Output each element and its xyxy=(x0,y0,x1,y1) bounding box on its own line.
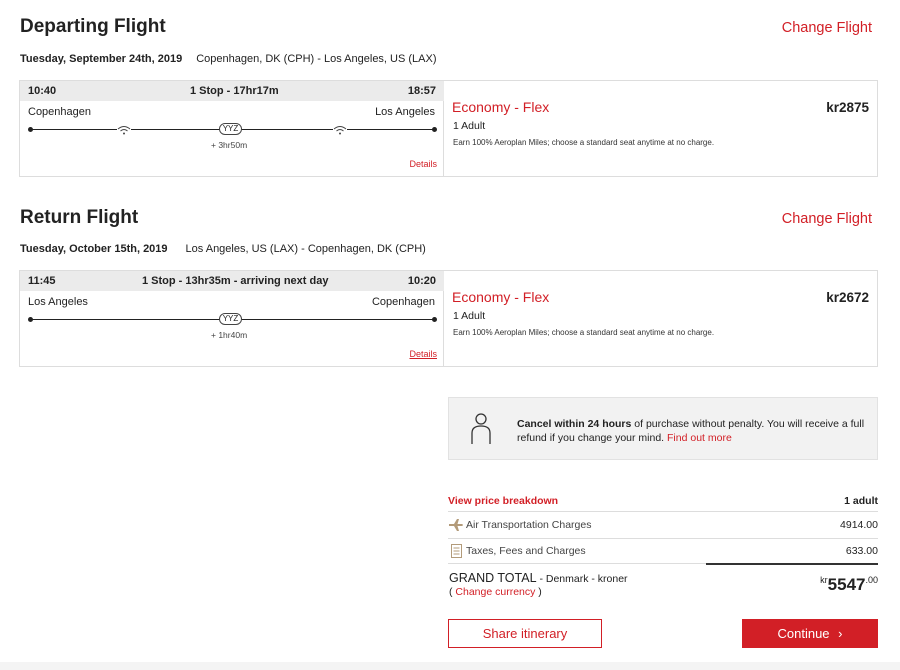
air-charges-value: 4914.00 xyxy=(840,519,878,531)
return-timing-bar xyxy=(20,271,444,291)
departing-fare-name: Economy - Flex xyxy=(452,99,550,115)
return-flight-card xyxy=(19,270,878,367)
airplane-icon xyxy=(449,519,464,534)
grand-total-row xyxy=(449,571,628,585)
return-price: kr2672 xyxy=(826,290,869,305)
total-cents: .00 xyxy=(865,575,878,585)
air-charges-row xyxy=(448,513,878,539)
return-details-link[interactable]: Details xyxy=(409,349,437,359)
return-route: Los Angeles, US (LAX) - Copenhagen, DK (CPH) xyxy=(185,243,426,255)
return-origin-city: Los Angeles xyxy=(28,296,88,308)
receipt-icon xyxy=(451,544,462,561)
departing-stop-code: YYZ xyxy=(219,123,242,135)
chevron-right-icon: › xyxy=(838,626,843,641)
return-title: Return Flight xyxy=(20,207,139,228)
change-currency-link[interactable]: Change currency xyxy=(455,586,536,598)
share-itinerary-button[interactable]: Share itinerary xyxy=(448,619,602,648)
return-start-dot xyxy=(28,317,33,322)
air-charges-label: Air Transportation Charges xyxy=(466,519,592,531)
departing-origin-city: Copenhagen xyxy=(28,106,92,118)
departing-title: Departing Flight xyxy=(20,16,166,37)
departing-arrive-time: 18:57 xyxy=(407,85,436,97)
currency-close: ) xyxy=(535,586,542,598)
departing-fare-note: Earn 100% Aeroplan Miles; choose a standard seat anytime at no charge. xyxy=(453,138,715,147)
total-main: 5547 xyxy=(827,575,866,594)
departing-price: kr2875 xyxy=(826,100,869,115)
cancel-body: of purchase without penalty. You will receive a full refund if you change your mind. xyxy=(517,418,865,444)
return-fare-note: Earn 100% Aeroplan Miles; choose a standard seat anytime at no charge. xyxy=(453,328,715,337)
return-itinerary xyxy=(20,271,444,366)
return-date-line xyxy=(20,243,426,255)
return-destination-city: Copenhagen xyxy=(371,296,435,308)
departing-start-dot xyxy=(28,127,33,132)
price-header-row xyxy=(448,490,878,512)
grand-total-sub: - Denmark - kroner xyxy=(536,573,628,585)
return-change-flight-link[interactable]: Change Flight xyxy=(781,211,872,227)
divider xyxy=(448,563,706,564)
departing-timing-bar xyxy=(20,81,444,101)
continue-button[interactable] xyxy=(742,619,878,648)
departing-flight-card xyxy=(19,80,878,177)
cancel-policy-box xyxy=(448,397,878,460)
taxes-value: 633.00 xyxy=(845,545,878,557)
wifi-icon xyxy=(117,122,131,132)
departing-destination-city: Los Angeles xyxy=(375,106,435,118)
currency-open: ( xyxy=(449,586,456,598)
continue-label: Continue xyxy=(777,626,830,641)
cancel-policy-text xyxy=(517,417,869,445)
cancel-bold: Cancel within 24 hours xyxy=(517,418,632,430)
taxes-row xyxy=(448,539,878,564)
pax-count: 1 adult xyxy=(844,495,878,507)
return-summary: 1 Stop - 13hr35m - arriving next day xyxy=(142,275,329,287)
return-fare-name: Economy - Flex xyxy=(452,289,550,305)
wifi-icon xyxy=(333,122,347,132)
return-passengers: 1 Adult xyxy=(453,310,486,322)
return-end-dot xyxy=(432,317,437,322)
return-stop-code: YYZ xyxy=(219,313,242,325)
departing-end-dot xyxy=(432,127,437,132)
person-icon xyxy=(471,413,491,450)
departing-itinerary xyxy=(20,81,444,176)
view-price-breakdown-link[interactable]: View price breakdown xyxy=(448,495,559,507)
departing-details-link[interactable]: Details xyxy=(409,159,437,169)
total-currency: kr xyxy=(820,575,828,585)
departing-route: Copenhagen, DK (CPH) - Los Angeles, US (LAX) xyxy=(196,53,437,65)
departing-depart-time: 10:40 xyxy=(28,85,57,97)
taxes-label: Taxes, Fees and Charges xyxy=(466,545,586,557)
grand-total-label: GRAND TOTAL xyxy=(449,571,537,585)
departing-date: Tuesday, September 24th, 2019 xyxy=(20,53,183,65)
departing-change-flight-link[interactable]: Change Flight xyxy=(781,20,872,36)
total-divider xyxy=(706,563,878,565)
grand-total-amount xyxy=(820,575,878,595)
return-layover: + 1hr40m xyxy=(211,330,248,340)
change-currency-row xyxy=(449,586,542,598)
departing-date-line xyxy=(20,53,437,65)
departing-layover: + 3hr50m xyxy=(211,140,248,150)
return-date: Tuesday, October 15th, 2019 xyxy=(20,243,168,255)
return-depart-time: 11:45 xyxy=(28,275,56,287)
find-out-more-link[interactable]: Find out more xyxy=(667,432,732,444)
return-arrive-time: 10:20 xyxy=(407,275,436,287)
departing-passengers: 1 Adult xyxy=(453,120,486,132)
departing-summary: 1 Stop - 17hr17m xyxy=(190,85,279,97)
